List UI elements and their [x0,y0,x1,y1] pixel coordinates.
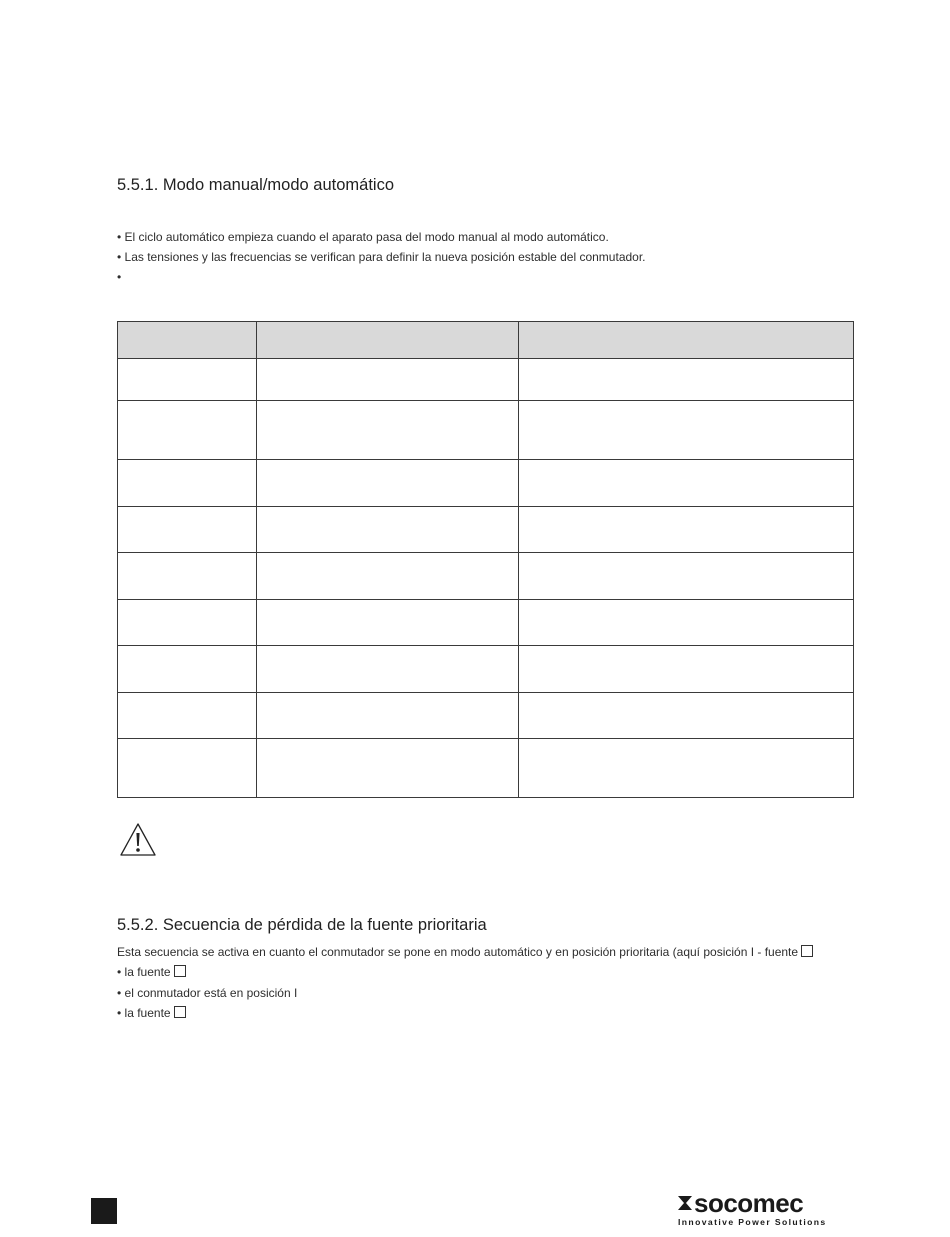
intro-text: Esta secuencia se activa en cuanto el conmutador se pone en modo automático y en posición prioritaria (aquí posición I - fuente [117,945,799,959]
table-row [118,600,854,646]
table-row [118,693,854,739]
bullet-auto-cycle: • El ciclo automático empieza cuando el aparato pasa del modo manual al modo automático. [117,230,609,244]
table-cell [118,693,257,739]
warning-triangle-icon [119,822,157,858]
table-cell [257,739,519,798]
logo-mark-icon [678,1196,692,1210]
table-cell [118,600,257,646]
table-cell [257,359,519,401]
table-cell [519,359,854,401]
source-symbol-box [174,1006,186,1018]
bullet-text: • la fuente [117,1006,171,1020]
source-symbol-box [801,945,813,957]
bullet-source-1 [117,964,186,980]
table-cell [519,553,854,600]
table-cell [519,600,854,646]
table-cell [257,507,519,553]
table-row [118,646,854,693]
table-cell [118,553,257,600]
table-cell [118,507,257,553]
svg-text:Innovative Power Solutions: Innovative Power Solutions [678,1217,827,1227]
table-cell [519,646,854,693]
table-cell [118,739,257,798]
table-cell [257,600,519,646]
table-cell [118,359,257,401]
table-cell [257,646,519,693]
table-cell [519,460,854,507]
bullet-empty: • [117,270,122,284]
table-header-row [118,322,854,359]
table-header-cell [257,322,519,359]
source-symbol-box [174,965,186,977]
table-cell [519,401,854,460]
intro-paragraph [117,944,813,960]
bullet-source-2 [117,1005,186,1021]
table-header-cell [519,322,854,359]
table-cell [118,646,257,693]
table-header-cell [118,322,257,359]
table-cell [519,507,854,553]
table-row [118,507,854,553]
table-cell [257,693,519,739]
page-number-block [91,1198,117,1224]
state-table [117,321,854,798]
table-row [118,359,854,401]
bullet-voltages: • Las tensiones y las frecuencias se verifican para definir la nueva posición estable del conmutador. [117,250,646,264]
table-cell [118,401,257,460]
svg-text:socomec: socomec [694,1190,804,1218]
bullet-position-i: • el conmutador está en posición I [117,986,298,1000]
section-heading-manual-auto: 5.5.1. Modo manual/modo automático [117,176,394,194]
table-cell [257,401,519,460]
bullet-text: • la fuente [117,965,171,979]
table-row [118,401,854,460]
section-heading-priority-loss: 5.5.2. Secuencia de pérdida de la fuente prioritaria [117,916,487,934]
table-cell [519,693,854,739]
table-row [118,460,854,507]
table-row [118,553,854,600]
socomec-logo [676,1190,856,1230]
table-cell [257,553,519,600]
table-row [118,739,854,798]
table-cell [118,460,257,507]
table-cell [257,460,519,507]
table-cell [519,739,854,798]
